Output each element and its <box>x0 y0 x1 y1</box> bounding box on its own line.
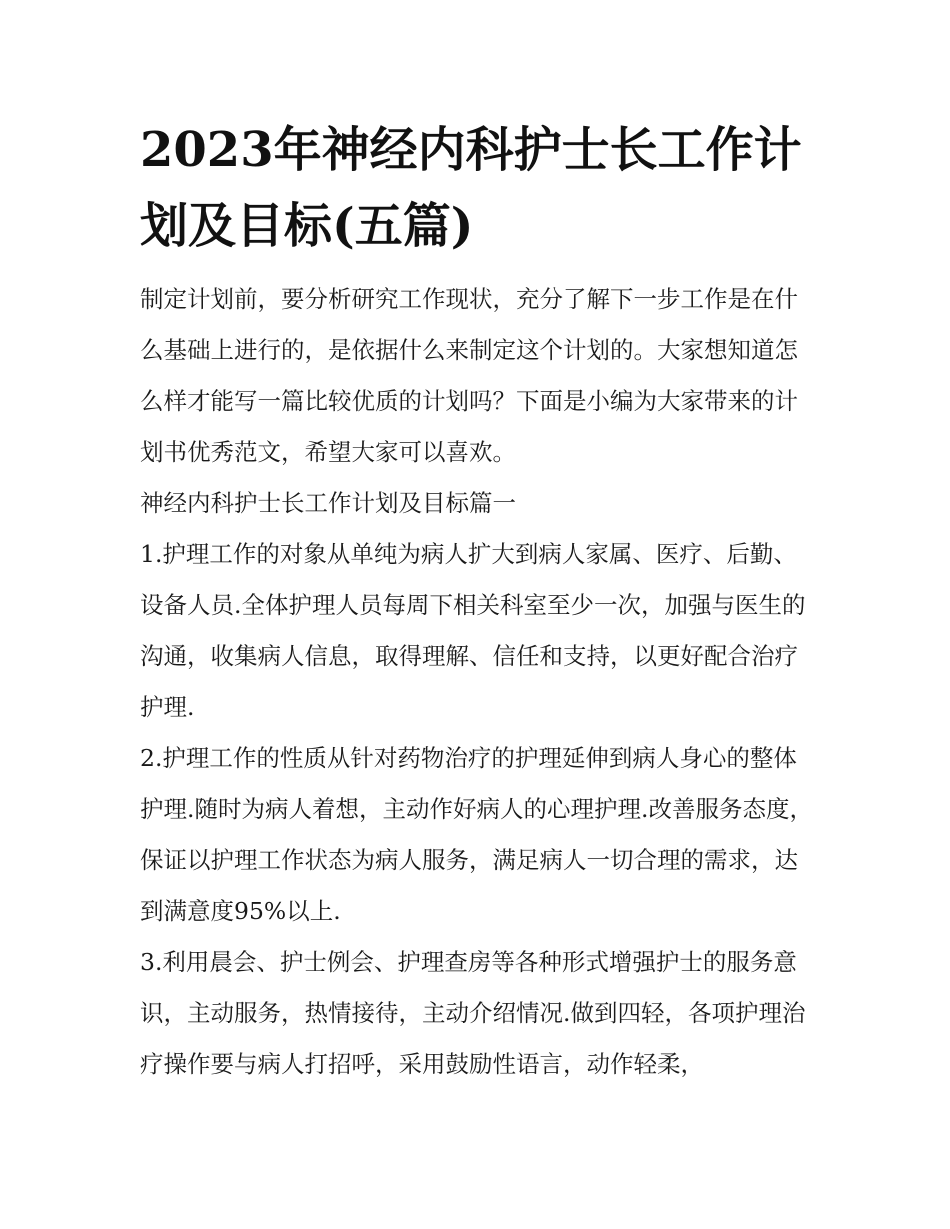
list-item: 2.护理工作的性质从针对药物治疗的护理延伸到病人身心的整体护理.随时为病人着想，主动作好病人的心理护理.改善服务态度，保证以护理工作状态为病人服务，满足病人一切合理的需求，达到满意度95%以上. <box>140 744 813 925</box>
list-item: 3.利用晨会、护士例会、护理查房等各种形式增强护士的服务意识，主动服务，热情接待，主动介绍情况.做到四轻，各项护理治疗操作要与病人打招呼，采用鼓励性语言，动作轻柔， <box>140 948 806 1078</box>
list-item: 1.护理工作的对象从单纯为病人扩大到病人家属、医疗、后勤、设备人员.全体护理人员每周下相关科室至少一次，加强与医生的沟通，收集病人信息，取得理解、信任和支持，以更好配合治疗护理. <box>140 540 806 721</box>
section-heading: 神经内科护士长工作计划及目标篇一 <box>140 489 516 517</box>
document-title: 2023年神经内科护士长工作计划及目标(五篇) <box>140 122 802 254</box>
intro-paragraph: 制定计划前，要分析研究工作现状，充分了解下一步工作是在什么基础上进行的，是依据什么来制定这个计划的。大家想知道怎么样才能写一篇比较优质的计划吗？下面是小编为大家带来的计划书优秀范文，希望大家可以喜欢。 <box>140 285 798 466</box>
